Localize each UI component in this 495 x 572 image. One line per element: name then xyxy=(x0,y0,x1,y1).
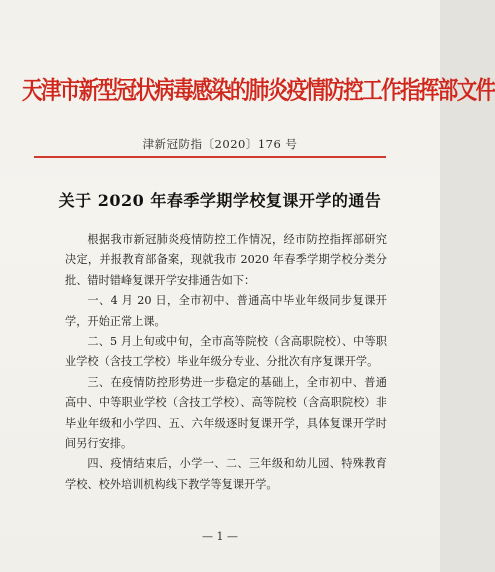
paragraph-item-3: 三、在疫情防控形势进一步稳定的基础上，全市初中、普通高中、中等职业学校（含技工学校）、高等院校（含高职院校）非毕业年级和小学四、五、六年级逐时复课开学，具体复课开学时间另行安排。 xyxy=(65,375,387,451)
page-number: — 1 — xyxy=(202,530,238,543)
document-number: 津新冠防指〔2020〕176 号 xyxy=(142,137,298,151)
paragraph-intro: 根据我市新冠肺炎疫情防控工作情况，经市防控指挥部研究决定，并报教育部备案，现就我市 2020 年春季学期学校分类分批、错时错峰复课开学安排通告如下： xyxy=(65,233,387,287)
issuer-header-title: 天津市新型冠状病毒感染的肺炎疫情防控工作指挥部文件 xyxy=(22,75,495,105)
paragraph-item-4: 四、疫情结束后，小学一、二、三年级和幼儿园、特殊教育学校、校外培训机构线下教学等复课开学。 xyxy=(65,457,387,491)
paragraph-item-1: 一、4 月 20 日，全市初中、普通高中毕业年级同步复课开学，开始正常上课。 xyxy=(65,294,387,328)
notice-body xyxy=(65,230,387,495)
notice-title: 关于 2020 年春季学期学校复课开学的通告 xyxy=(58,191,382,210)
red-divider-rule xyxy=(34,156,386,158)
paragraph-item-2: 二、5 月上旬或中旬，全市高等院校（含高职院校）、中等职业学校（含技工学校）毕业年级分专业、分批次有序复课开学。 xyxy=(65,335,387,369)
